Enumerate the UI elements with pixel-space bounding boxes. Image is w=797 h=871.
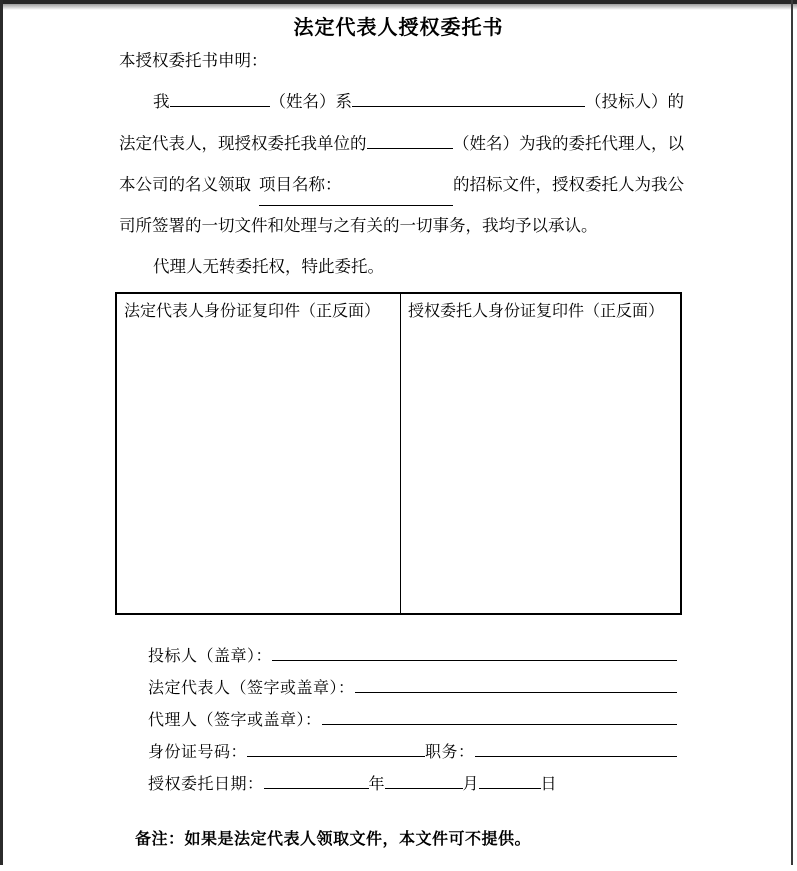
- day-label: 日: [540, 774, 557, 793]
- authorize-lead-text: 法定代表人，现授权委托我单位的: [119, 133, 367, 153]
- document-body: [119, 40, 684, 288]
- no-sub-delegation-text: 代理人无转委托权，特此委托。: [153, 257, 384, 277]
- intro-text: 本授权委托书申明：: [119, 51, 268, 70]
- agent-id-cell: [401, 294, 680, 613]
- left-edge-border: [0, 0, 3, 865]
- tender-doc-text: 的招标文件，授权委托人为我公: [453, 174, 684, 194]
- day-blank: [479, 787, 541, 789]
- legal-rep-sign-blank: [355, 691, 677, 693]
- bidder-seal-row: [148, 643, 677, 675]
- document-title: 法定代表人授权委托书: [293, 15, 504, 39]
- agent-suffix-text: （姓名）为我的委托代理人，以: [453, 133, 684, 153]
- project-name-label: 项目名称：: [259, 174, 342, 194]
- legal-rep-id-label: 法定代表人身份证复印件（正反面）: [124, 301, 381, 320]
- legal-rep-name-blank: [170, 105, 270, 107]
- agent-sign-row: [148, 707, 677, 739]
- para-line-2: [119, 123, 684, 164]
- id-number-row: [148, 739, 677, 771]
- agent-name-blank: [367, 147, 454, 149]
- right-edge-border: [791, 0, 793, 865]
- date-row: [148, 771, 677, 803]
- bidder-name-blank: [352, 105, 585, 107]
- para-line-4: [119, 205, 684, 246]
- project-name-field: [259, 164, 453, 206]
- top-edge-shadow: [0, 4, 797, 10]
- year-label: 年: [368, 774, 385, 793]
- agent-sign-blank: [322, 723, 677, 725]
- footnote: 备注：如果是法定代表人领取文件，本文件可不提供。: [135, 829, 532, 848]
- acknowledge-text: 司所签署的一切文件和处理与之有关的一切事务，我均予以承认。: [119, 216, 598, 236]
- id-copy-table: [115, 292, 682, 615]
- bidder-suffix-text: （投标人）的: [585, 92, 684, 112]
- legal-rep-sign-label: 法定代表人（签字或盖章）：: [148, 678, 355, 697]
- intro-line: [119, 40, 684, 81]
- legal-rep-sign-row: [148, 675, 677, 707]
- name-suffix-text: （姓名）系: [269, 92, 352, 112]
- month-label: 月: [462, 774, 479, 793]
- para-line-1: [119, 81, 684, 122]
- para-line-3: [119, 164, 684, 205]
- bidder-seal-blank: [272, 659, 677, 661]
- position-label: 职务：: [425, 742, 475, 761]
- para-line-5: [119, 246, 684, 287]
- year-blank: [264, 787, 369, 789]
- collect-lead-text: 本公司的名义领取: [119, 174, 251, 194]
- date-label: 授权委托日期：: [148, 774, 264, 793]
- id-number-label: 身份证号码：: [148, 742, 248, 761]
- bidder-seal-label: 投标人（盖章）：: [148, 646, 273, 665]
- agent-sign-label: 代理人（签字或盖章）：: [148, 710, 322, 729]
- legal-rep-id-cell: [117, 294, 401, 613]
- month-blank: [385, 787, 463, 789]
- signature-block: [148, 643, 677, 803]
- agent-id-label: 授权委托人身份证复印件（正反面）: [408, 301, 665, 320]
- pronoun-text: 我: [153, 92, 170, 112]
- id-number-blank: [247, 755, 425, 757]
- position-blank: [475, 755, 677, 757]
